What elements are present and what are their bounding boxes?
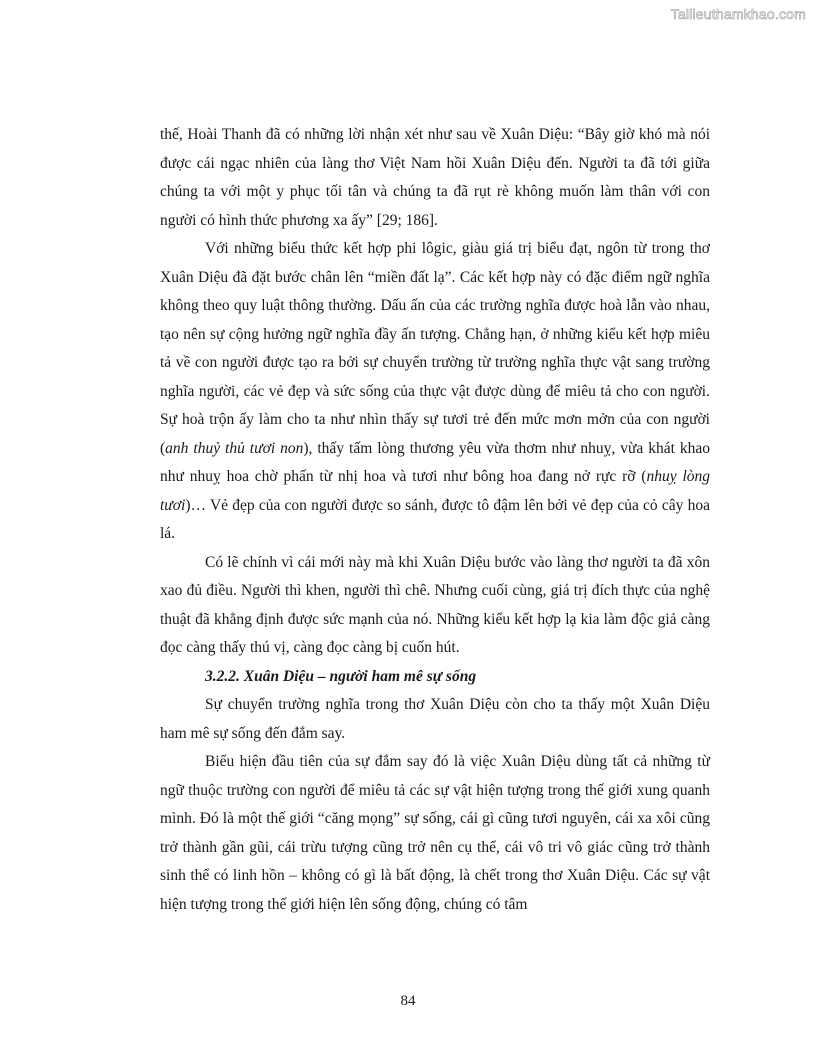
- text-run: Sự chuyển trường nghĩa trong thơ Xuân Diệu còn cho ta thấy một Xuân Diệu ham mê sự sống đến đắm say.: [160, 696, 710, 742]
- text-run: Có lẽ chính vì cái mới này mà khi Xuân Diệu bước vào làng thơ người ta đã xôn xao đủ điều. Người thì khen, người thì chê. Nhưng cuối cùng, giá trị đích thực của nghệ thuật đã khẳng định được sức mạnh của nó. Những kiểu kết hợp lạ kia làm độc giả càng đọc càng thấy thú vị, càng đọc càng bị cuốn hút.: [160, 553, 710, 656]
- paragraph: [160, 748, 710, 919]
- text-run: ), thấy tấm lòng thương yêu vừa thơm như nhuỵ, vừa khát khao như nhuỵ hoa chờ phấn từ nhị hoa và tươi như bông hoa đang nở rực rỡ (: [160, 439, 710, 485]
- paragraph: [160, 121, 710, 235]
- paragraph: [160, 549, 710, 663]
- section-heading: 3.2.2. Xuân Diệu – người ham mê sự sống: [205, 667, 477, 685]
- text-run: Biểu hiện đầu tiên của sự đắm say đó là việc Xuân Diệu dùng tất cả những từ ngữ thuộc trường con người để miêu tả các sự vật hiện tượng trong thế giới xung quanh mình. Đó là một thế giới “căng mọng” sự sống, cái gì cũng tươi nguyên, cái xa xôi cũng trở thành gần gũi, cái trừu tượng cũng trở nên cụ thể, cái vô tri vô giác cũng trở thành sinh thể có linh hồn – không có gì là bất động, là chết trong thơ Xuân Diệu. Các sự vật hiện tượng trong thế giới hiện lên sống động, chúng có tâm: [160, 753, 710, 913]
- text-run: Với những biểu thức kết hợp phi lôgic, giàu giá trị biểu đạt, ngôn từ trong thơ Xuân Diệu đã đặt bước chân lên “miền đất lạ”. Các kết hợp này có đặc điểm ngữ nghĩa không theo quy luật thông thường. Dấu ấn của các trường nghĩa được hoà lẫn vào nhau, tạo nên sự cộng hưởng ngữ nghĩa đầy ấn tượng. Chẳng hạn, ở những kiểu kết hợp miêu tả về con người được tạo ra bởi sự chuyển trường từ trường nghĩa thực vật sang trường nghĩa người, các vẻ đẹp và sức sống của thực vật được dùng để miêu tả cho con người. Sự hoà trộn ấy làm cho ta như nhìn thấy sự tươi trẻ đến mức mơn mởn của con người (: [160, 240, 710, 457]
- document-body: [160, 121, 710, 919]
- text-run: thế, Hoài Thanh đã có những lời nhận xét như sau về Xuân Diệu: “Bây giờ khó mà nói được cái ngạc nhiên của làng thơ Việt Nam hồi Xuân Diệu đến. Người ta đã tới giữa chúng ta với một y phục tối tân và chúng ta đã rụt rè không muốn làm thân với con người có hình thức phương xa ấy” [29; 186].: [160, 126, 710, 229]
- page-number: 84: [400, 993, 416, 1009]
- paragraph: [160, 691, 710, 748]
- watermark-text: Tailieuthamkhao.com: [670, 6, 806, 22]
- text-run: )… Vẻ đẹp của con người được so sánh, được tô đậm lên bởi vẻ đẹp của cỏ cây hoa lá.: [160, 496, 710, 542]
- italic-term: anh thuỷ thủ tươi non: [165, 439, 304, 457]
- paragraph: [160, 235, 710, 549]
- italic-term: nhuỵ lòng tươi: [160, 468, 711, 514]
